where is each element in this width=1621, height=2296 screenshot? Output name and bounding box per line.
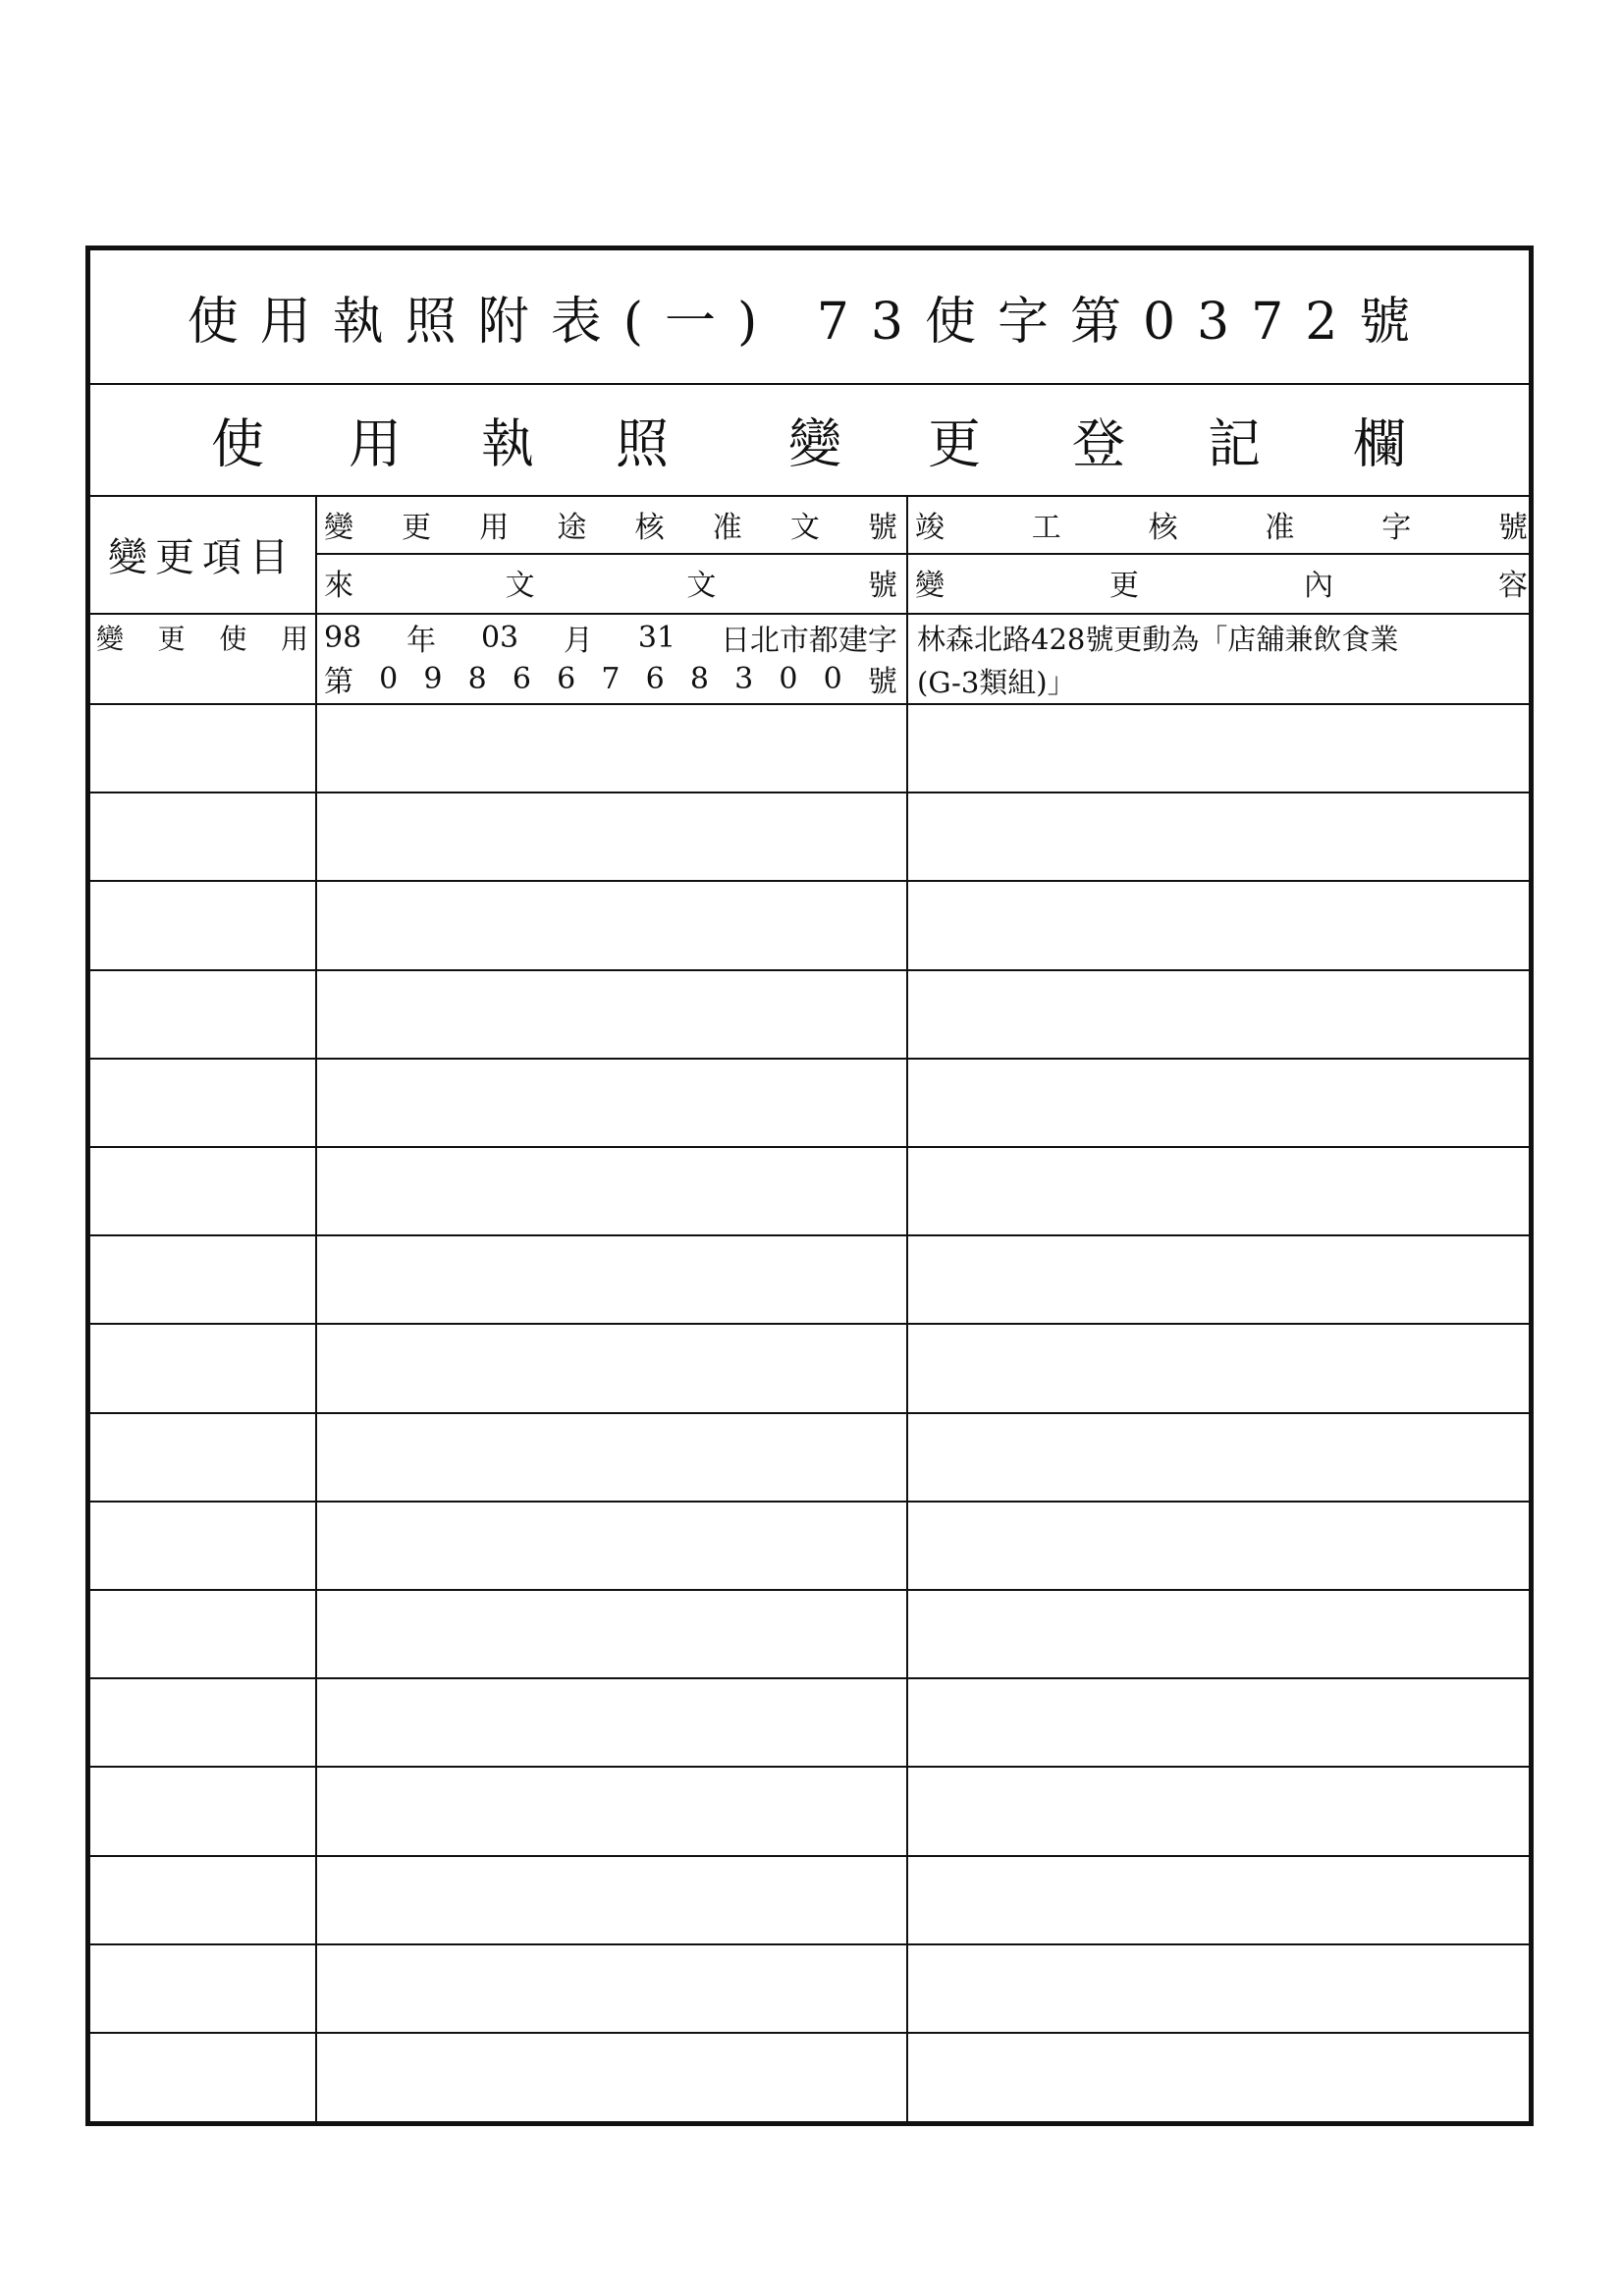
header-char: 准: [1265, 511, 1295, 545]
entry-approval-char: 31: [637, 620, 676, 655]
grid-line-horizontal: [90, 1501, 1529, 1503]
grid-line-horizontal: [90, 2032, 1529, 2034]
title-row: [90, 250, 1529, 385]
column-header-approval-no: [318, 497, 903, 552]
header-char: 核: [1148, 511, 1178, 545]
grid-line-horizontal: [90, 613, 1529, 615]
grid-line-horizontal: [90, 880, 1529, 882]
header-char: 內: [1304, 569, 1333, 603]
entry-approval-char: 日北市都建字: [720, 624, 897, 658]
entry-approval-char: 03: [480, 620, 519, 655]
grid-line-horizontal: [90, 1677, 1529, 1679]
entry-approval-line1: [318, 616, 903, 659]
header-char: 號: [867, 569, 897, 603]
column-header-completion-no: [909, 497, 1534, 552]
header-char: 准: [712, 511, 742, 545]
page-title: 使用執照附表(一) 73使字第0372號: [187, 293, 1432, 352]
license-table: [85, 246, 1534, 2126]
subtitle-char: 記: [1208, 412, 1261, 475]
grid-line-horizontal: [90, 1766, 1529, 1768]
subtitle-char: 用: [349, 412, 402, 475]
subtitle-char: 變: [788, 412, 841, 475]
grid-line-horizontal: [90, 1412, 1529, 1414]
entry-approval-line2: [318, 657, 903, 700]
subtitle-char: 執: [481, 412, 534, 475]
header-char: 文: [505, 569, 535, 603]
entry-approval-char: 0: [823, 661, 842, 696]
header-char: 變: [915, 569, 945, 603]
grid-line-vertical: [315, 497, 317, 2121]
grid-line-horizontal: [90, 792, 1529, 793]
subtitle-char: 登: [1072, 412, 1125, 475]
entry-approval-char: 第: [324, 665, 353, 699]
grid-line-horizontal: [90, 1146, 1529, 1148]
entry-item: [90, 616, 314, 659]
column-header-change-content: [909, 555, 1534, 610]
header-char: 工: [1031, 511, 1061, 545]
grid-line-horizontal: [90, 1323, 1529, 1325]
grid-line-horizontal: [90, 703, 1529, 705]
grid-line-horizontal: [90, 1943, 1529, 1945]
column-header-item: 變更項目: [108, 535, 297, 580]
entry-item-char: 使: [219, 623, 247, 655]
entry-approval-char: 3: [734, 661, 754, 696]
entry-approval-char: 6: [645, 661, 665, 696]
header-char: 核: [634, 511, 665, 545]
entry-approval-char: 6: [512, 661, 531, 696]
header-char: 文: [789, 511, 820, 545]
entry-approval-char: 98: [324, 620, 362, 655]
grid-line-horizontal: [90, 1855, 1529, 1857]
header-char: 文: [686, 569, 717, 603]
entry-approval-char: 月: [564, 624, 593, 658]
entry-content-line2: (G-3類組)」: [917, 666, 1076, 699]
entry-approval-char: 6: [557, 661, 576, 696]
header-char: 字: [1381, 511, 1412, 545]
entry-approval-char: 年: [406, 624, 437, 658]
entry-approval-char: 0: [379, 661, 399, 696]
column-header-ref-no: [318, 555, 903, 610]
entry-approval-char: 7: [601, 661, 621, 696]
entry-item-char: 用: [280, 623, 308, 655]
subtitle-char: 使: [211, 412, 264, 475]
grid-line-horizontal: [90, 969, 1529, 971]
entry-approval-char: 9: [423, 661, 443, 696]
entry-item-char: 變: [96, 623, 125, 655]
entry-approval-char: 號: [867, 665, 897, 699]
header-char: 來: [324, 569, 353, 603]
grid-line-horizontal: [90, 1058, 1529, 1060]
subtitle-char: 更: [928, 412, 981, 475]
subtitle-row: [90, 385, 1529, 497]
header-char: 更: [1109, 569, 1139, 603]
subtitle-char: 照: [616, 412, 669, 475]
header-char: 竣: [915, 511, 945, 545]
header-char: 容: [1498, 569, 1528, 603]
entry-item-char: 更: [157, 623, 186, 655]
grid-line-vertical: [906, 497, 908, 2121]
header-char: 號: [867, 511, 897, 545]
grid-line-horizontal: [315, 553, 1529, 555]
header-char: 號: [1497, 511, 1528, 545]
entry-approval-char: 8: [689, 661, 709, 696]
header-char: 變: [324, 511, 353, 545]
subtitle-char: 欄: [1353, 412, 1406, 475]
header-char: 途: [557, 511, 587, 545]
entry-content-line1: 林森北路428號更動為「店舖兼飲食業: [917, 623, 1399, 656]
entry-approval-char: 0: [779, 661, 798, 696]
grid-line-horizontal: [90, 1589, 1529, 1591]
entry-approval-char: 8: [467, 661, 487, 696]
grid-line-horizontal: [90, 1234, 1529, 1236]
header-char: 用: [479, 511, 510, 545]
header-char: 更: [402, 511, 432, 545]
